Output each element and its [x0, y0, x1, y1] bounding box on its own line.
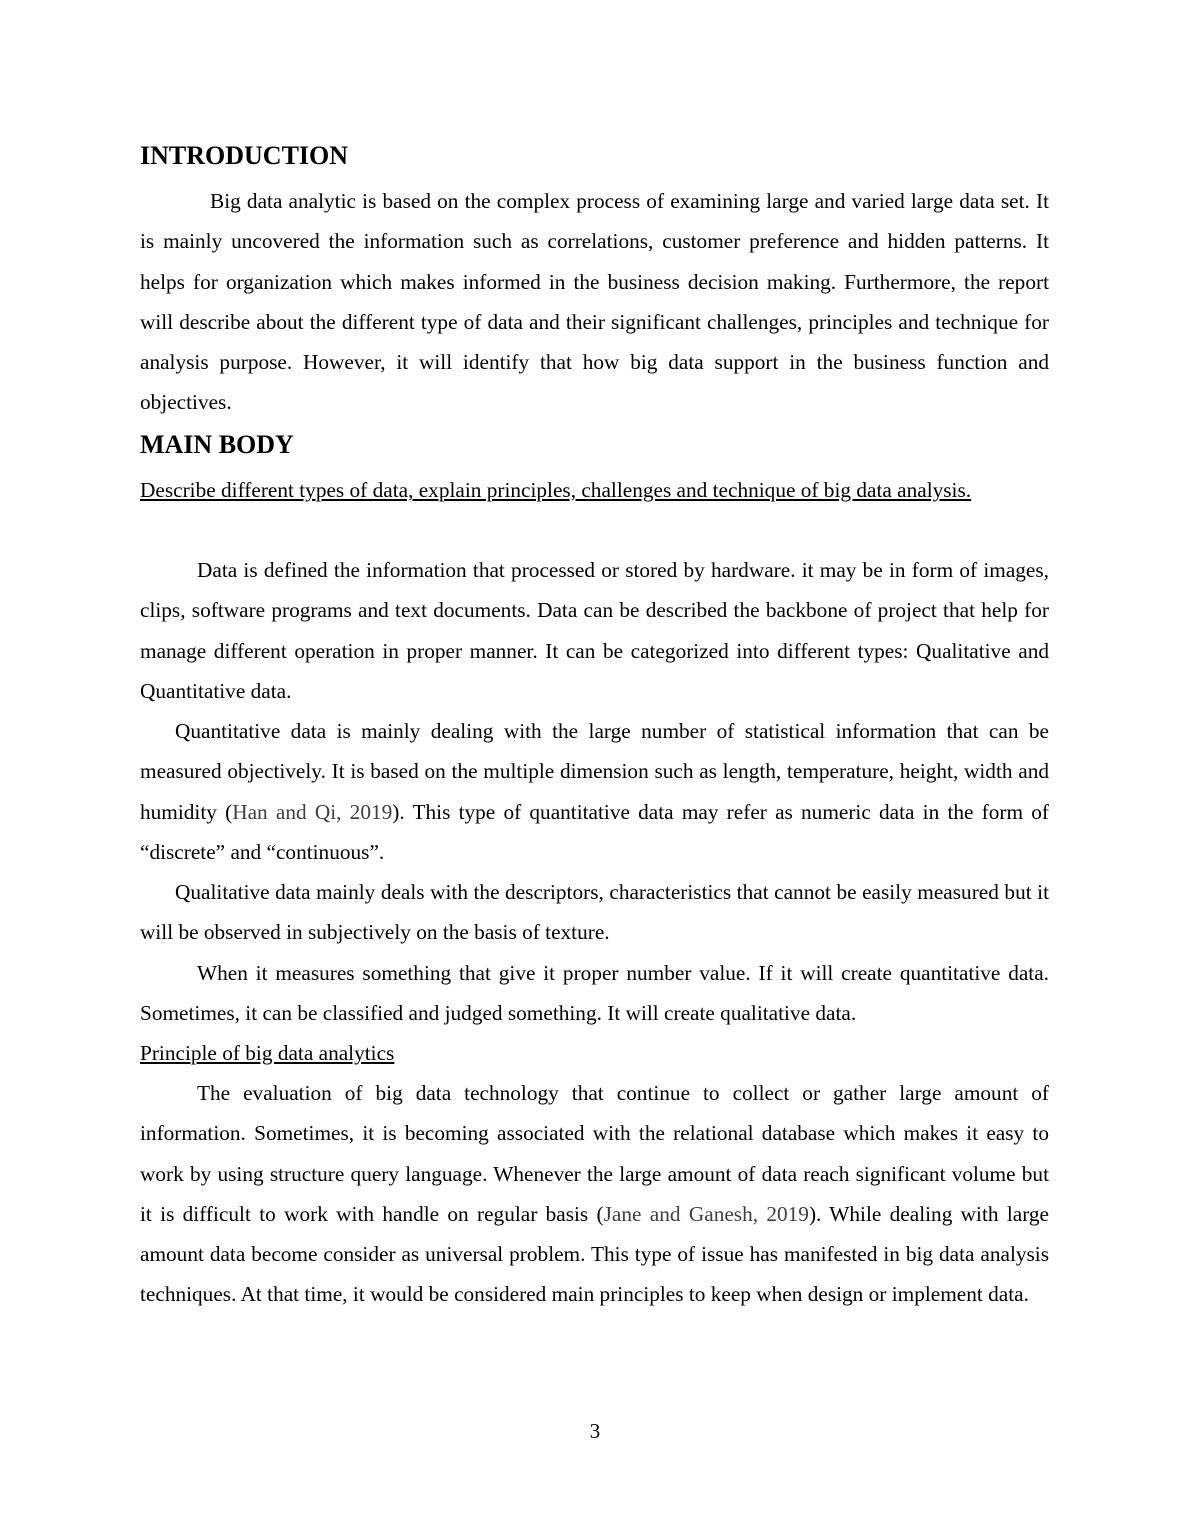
introduction-heading: INTRODUCTION: [140, 141, 349, 170]
citation-han-qi: Han and Qi, 2019: [232, 799, 393, 824]
principle-text-part-2: ). While dealing with large amount data become consider as universal problem. This type of issue has manifested in big data analysis techniques. At that time, it would be considered main principles to keep when design or implement data.: [140, 1201, 1050, 1307]
principle-text-part-1: The evaluation of big data technology that continue to collect or gather large amount of information. Sometimes, it is becoming associated with the relational database which makes it easy to work by using structure query language. Whenever the large amount of data reach significant volume but it is difficult to work with handle on regular basis (: [140, 1081, 1049, 1226]
principle-paragraph: [140, 1073, 1049, 1315]
citation-jane-ganesh: Jane and Ganesh, 2019: [603, 1201, 809, 1226]
data-definition-paragraph: Data is defined the information that processed or stored by hardware. it may be in form of images, clips, software programs and text documents. Data can be described the backbone of project that help for manage different operation in proper manner. It can be categorized into different types: Qualitative and Quantitative data.: [140, 558, 1049, 703]
page-number: 3: [589, 1419, 601, 1443]
quantitative-text-part-1: Quantitative data is mainly dealing with the large number of statistical information that can be measured objectively. It is based on the multiple dimension such as length, temperature, height, width and humidity (: [140, 719, 1049, 824]
qualitative-data-paragraph: Qualitative data mainly deals with the descriptors, characteristics that cannot be easily measured but it will be observed in subjectively on the basis of texture.: [140, 880, 1049, 945]
introduction-paragraph: Big data analytic is based on the complex process of examining large and varied large data set. It is mainly uncovered the information such as correlations, customer preference and hidden patterns. It helps for organization which makes informed in the business decision making. Furthermore, the report will describe about the different type of data and their significant challenges, principles and technique for analysis purpose. However, it will identify that how big data support in the business function and objectives.: [140, 189, 1049, 415]
section-principle-title: Principle of big data analytics: [140, 1041, 395, 1065]
quantitative-data-paragraph: [140, 711, 1049, 872]
measurement-paragraph: When it measures something that give it proper number value. If it will create quantitative data. Sometimes, it can be classified and judged something. It will create qualitative data.: [140, 961, 1049, 1026]
main-body-heading: MAIN BODY: [140, 430, 294, 459]
section-types-of-data-title: Describe different types of data, explain principles, challenges and technique of big data analysis.: [140, 478, 972, 502]
quantitative-text-part-2: ). This type of quantitative data may refer as numeric data in the form of “discrete” and “continuous”.: [140, 799, 1050, 864]
